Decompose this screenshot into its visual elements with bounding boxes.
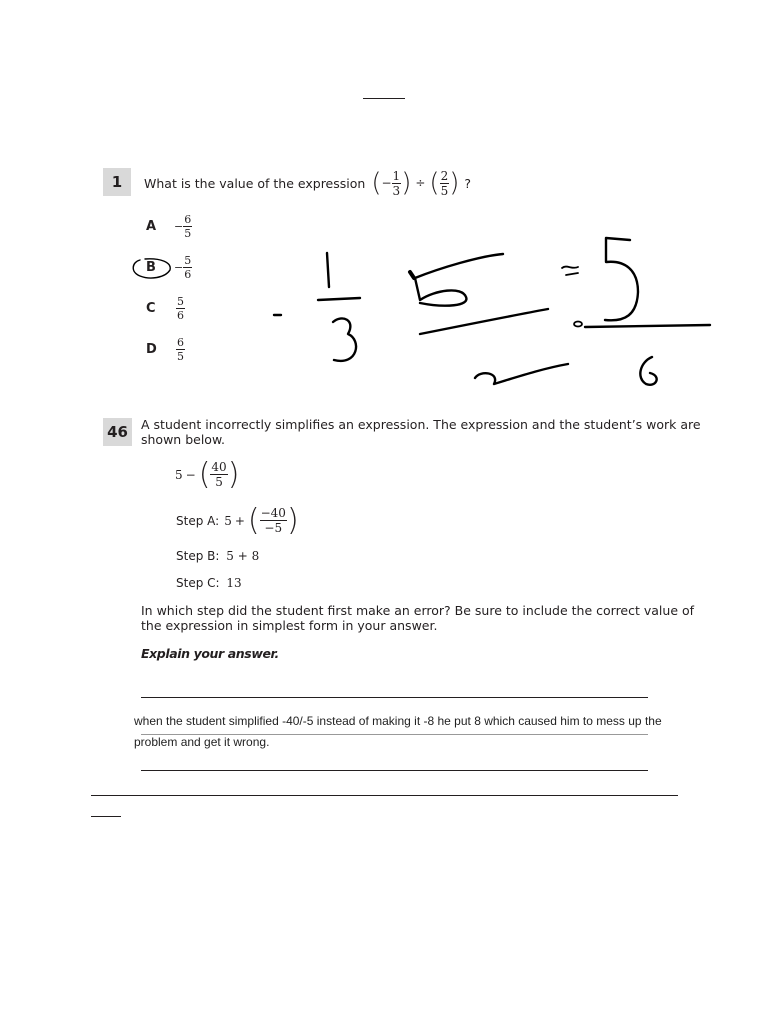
question-46-instruction-line1: In which step did the student first make an error? Be sure to include the correct value of — [141, 603, 695, 618]
student-answer-line1: when the student simplified -40/-5 instead of making it -8 he put 8 which caused him to mess up the — [134, 714, 662, 728]
handwritten-one — [327, 253, 329, 287]
handwritten-six — [640, 357, 656, 385]
question-46-instruction-line2: the expression in simplest form in your answer. — [141, 618, 438, 633]
handwritten-two — [475, 364, 568, 384]
handwritten-work — [0, 0, 768, 420]
step-b — [176, 549, 259, 563]
step-a-label: Step A: — [176, 513, 220, 528]
question-46-prompt — [141, 417, 701, 447]
choice-b-circle-mark — [133, 259, 170, 278]
choice-b[interactable]: B − $\frac{5}{6}$ — [146, 254, 192, 281]
handwritten-dash — [566, 273, 578, 275]
explain-heading: Explain your answer. — [141, 646, 279, 661]
question-46-number: 46 — [103, 418, 132, 446]
answer-line-3 — [141, 770, 648, 771]
choice-a-letter: A — [146, 219, 157, 234]
answer-line-1 — [141, 697, 648, 698]
handwritten-fraction-bar-1 — [318, 298, 360, 300]
question-1-number: 1 — [103, 168, 131, 196]
question-46-expression: 5 − ( $\frac{40}{5}$ ) — [175, 457, 240, 492]
step-c — [176, 576, 242, 590]
question-46-prompt-line2: shown below. — [141, 432, 225, 447]
choice-c-letter: C — [146, 301, 156, 316]
step-b-value: 5 + 8 — [226, 549, 260, 563]
question-1-text: What is the value of the expression — [144, 176, 366, 191]
bottom-rule-short — [91, 816, 121, 817]
answer-line-2 — [141, 734, 648, 735]
question-46-prompt-line1: A student incorrectly simplifies an expression. The expression and the student’s work are — [141, 417, 701, 432]
step-a: Step A: 5 + ( $\frac{-40}{-5}$ ) — [176, 503, 299, 538]
choice-d-letter: D — [146, 342, 157, 357]
bottom-rule-long — [91, 795, 678, 796]
choice-c-value: $\frac{5}{6}$ — [177, 295, 184, 322]
choice-a[interactable]: A − $\frac{6}{5}$ — [146, 213, 192, 240]
handwritten-dot — [410, 272, 414, 278]
student-answer[interactable] — [134, 711, 734, 753]
choice-b-value: $\frac{5}{6}$ — [184, 254, 192, 281]
handwritten-fraction-bar-2 — [420, 309, 548, 334]
step-c-label: Step C: — [176, 576, 220, 590]
question-1-question-mark: ? — [464, 176, 471, 191]
handwritten-tilde — [562, 267, 578, 268]
step-b-label: Step B: — [176, 549, 220, 563]
student-answer-line2: problem and get it wrong. — [134, 735, 270, 749]
handwritten-fraction-bar-3 — [585, 325, 710, 327]
handwritten-five-2 — [605, 238, 638, 320]
question-46-instruction — [141, 603, 694, 633]
step-a-fraction: $\frac{-40}{-5}$ — [260, 506, 286, 535]
step-c-value: 13 — [226, 576, 242, 590]
handwritten-five — [415, 254, 503, 306]
choice-b-letter: B — [146, 260, 156, 275]
question-1-expression: ( − $\frac{1}{3}$ ) ÷ ( $\frac{2}{5}$ ) — [371, 168, 460, 198]
handwritten-small-o — [574, 322, 582, 327]
choice-a-value: $\frac{6}{5}$ — [184, 213, 192, 240]
handwritten-three — [333, 318, 356, 360]
choice-d-value: $\frac{6}{5}$ — [177, 336, 184, 363]
